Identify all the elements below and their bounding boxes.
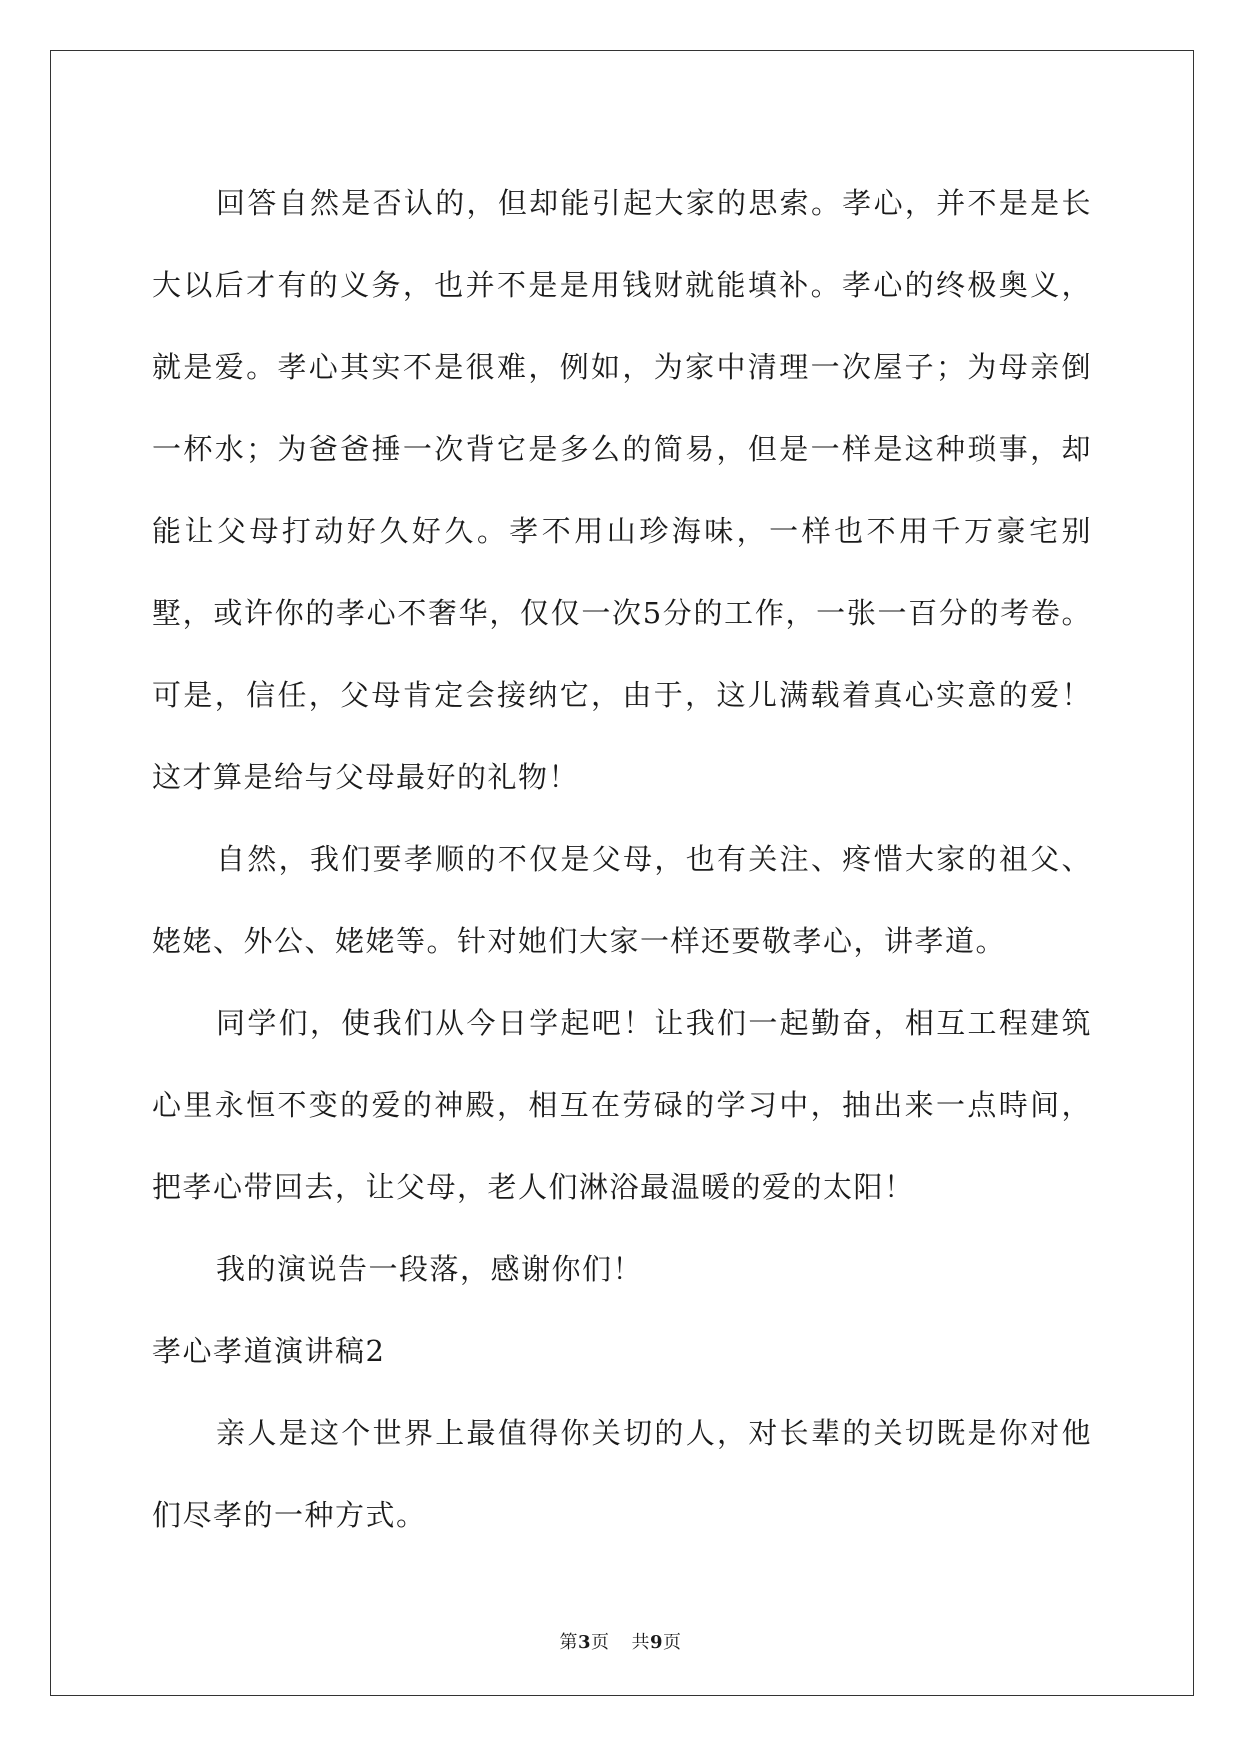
page-suffix: 页 [591,1632,610,1653]
paragraph: 我的演说告一段落，感谢你们！ [216,1252,644,1286]
total-prefix: 共 [631,1632,650,1653]
total-suffix: 页 [663,1632,682,1653]
page-prefix: 第 [559,1632,578,1653]
total-pages-number: 9 [650,1632,664,1653]
section-heading: 孝心孝道演讲稿2 [152,1334,386,1368]
current-page-number: 3 [577,1632,591,1653]
paragraph: 亲人是这个世界上最值得你关切的人，对长辈的关切既是你对他们尽孝的一种方式。 [152,1416,1092,1532]
paragraph: 自然，我们要孝顺的不仅是父母，也有关注、疼惜大家的祖父、姥姥、外公、姥姥等。针对她们大家一样还要敬孝心，讲孝道。 [152,842,1092,958]
paragraph: 同学们，使我们从今日学起吧！让我们一起勤奋，相互工程建筑心里永恒不变的爱的神殿，相互在劳碌的学习中，抽出来一点時间，把孝心带回去，让父母，老人们淋浴最温暖的爱的太阳！ [152,1006,1092,1204]
paragraph: 回答自然是否认的，但却能引起大家的思索。孝心，并不是是长大以后才有的义务，也并不是是用钱财就能填补。孝心的终极奥义，就是爱。孝心其实不是很难，例如，为家中清理一次屋子；为母亲倒一杯水；为爸爸捶一次背它是多么的简易，但是一样是这种琐事，却能让父母打动好久好久。孝不用山珍海味，一样也不用千万豪宅别墅，或许你的孝心不奢华，仅仅一次5分的工作，一张一百分的考卷。可是，信任，父母肯定会接纳它，由于，这儿满载着真心实意的爱！这才算是给与父母最好的礼物！ [152,186,1092,794]
document-body [152,162,1092,1556]
page-footer [0,1628,1241,1654]
